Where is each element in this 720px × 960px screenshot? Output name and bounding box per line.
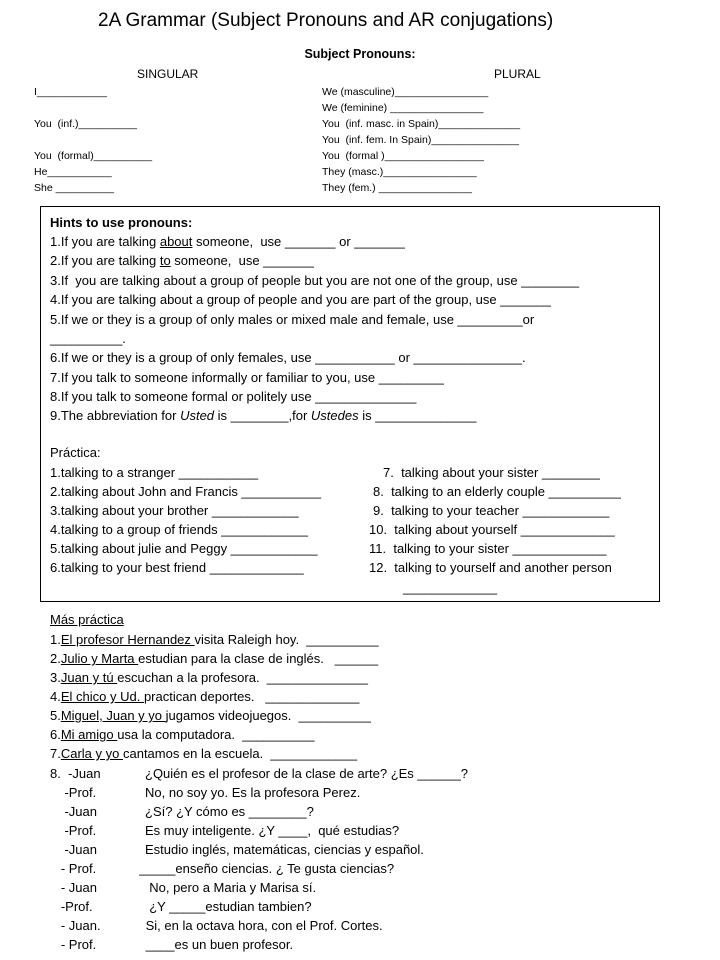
practica-item-10: 10. talking about yourself _____________ bbox=[369, 522, 615, 537]
plural-you-inf-fem: You (inf. fem. In Spain)_______________ bbox=[322, 134, 519, 146]
plural-they-fem: They (fem.) ________________ bbox=[322, 182, 473, 194]
singular-he: He___________ bbox=[34, 166, 112, 178]
hint-5-continued: __________. bbox=[50, 331, 126, 346]
plural-we-fem: We (feminine) ________________ bbox=[322, 102, 484, 114]
hint-3: 3.If you are talking about a group of people but you are not one of the group, use ________ bbox=[50, 273, 580, 288]
singular-she: She __________ bbox=[34, 182, 114, 194]
hint-7: 7.If you talk to someone informally or familiar to you, use _________ bbox=[50, 370, 444, 385]
hint-2: 2.If you are talking to someone, use _______ bbox=[50, 253, 314, 268]
dialogue-line: - Prof. ____es un buen profesor. bbox=[50, 937, 294, 952]
dialogue-line: -Prof. Es muy inteligente. ¿Y ____, qué estudias? bbox=[50, 823, 400, 838]
hint-9: 9.The abbreviation for Usted is ________,for Ustedes is ______________ bbox=[50, 408, 477, 423]
practica-item-7: 7. talking about your sister ________ bbox=[383, 465, 600, 480]
singular-you-inf: You (inf.)__________ bbox=[34, 118, 137, 130]
hint-6: 6.If we or they is a group of only females, use ___________ or _______________. bbox=[50, 350, 526, 365]
plural-you-inf-masc: You (inf. masc. in Spain)______________ bbox=[322, 118, 521, 130]
plural-we-masc: We (masculine)________________ bbox=[322, 86, 489, 98]
dialogue-line: 8. -Juan ¿Quién es el profesor de la clase de arte? ¿Es ______? bbox=[50, 766, 469, 781]
mas-practica-item-3: 3.Juan y tú escuchan a la profesora. ______________ bbox=[50, 670, 369, 685]
dialogue-line: - Prof. _____enseño ciencias. ¿ Te gusta ciencias? bbox=[50, 861, 395, 876]
dialogue-line: -Juan ¿Sí? ¿Y cómo es ________? bbox=[50, 804, 314, 819]
mas-practica-item-4: 4.El chico y Ud. practican deportes. _____________ bbox=[50, 689, 360, 704]
plural-you-formal: You (formal )_________________ bbox=[322, 150, 484, 162]
singular-i: I____________ bbox=[34, 86, 107, 98]
page-title: 2A Grammar (Subject Pronouns and AR conjugations) bbox=[98, 10, 554, 31]
practica-item-4: 4.talking to a group of friends ____________ bbox=[50, 522, 309, 537]
dialogue-line: - Juan No, pero a Maria y Marisa sí. bbox=[50, 880, 317, 895]
mas-practica-item-5: 5.Miguel, Juan y yo jugamos videojuegos. __________ bbox=[50, 708, 371, 723]
practica-item-6: 6.talking to your best friend _____________ bbox=[50, 560, 304, 575]
hint-5: 5.If we or they is a group of only males or mixed male and female, use _________or bbox=[50, 312, 535, 327]
subject-pronouns-heading: Subject Pronouns: bbox=[304, 47, 416, 61]
hints-heading: Hints to use pronouns: bbox=[50, 215, 193, 230]
hint-4: 4.If you are talking about a group of people and you are part of the group, use _______ bbox=[50, 292, 551, 307]
mas-practica-item-1: 1.El profesor Hernandez visita Raleigh hoy. __________ bbox=[50, 632, 379, 647]
dialogue-line: -Prof. ¿Y _____estudian tambien? bbox=[50, 899, 312, 914]
mas-practica-heading: Más práctica bbox=[50, 612, 124, 627]
practica-item-12-blank: _____________ bbox=[403, 580, 497, 595]
plural-header: PLURAL bbox=[494, 67, 541, 81]
practica-item-5: 5.talking about julie and Peggy ____________ bbox=[50, 541, 318, 556]
singular-you-formal: You (formal)__________ bbox=[34, 150, 153, 162]
practica-item-9: 9. talking to your teacher ____________ bbox=[373, 503, 610, 518]
practica-item-8: 8. talking to an elderly couple __________ bbox=[373, 484, 621, 499]
mas-practica-item-6: 6.Mi amigo usa la computadora. __________ bbox=[50, 727, 315, 742]
practica-item-3: 3.talking about your brother ____________ bbox=[50, 503, 299, 518]
hint-1: 1.If you are talking about someone, use _______ or _______ bbox=[50, 234, 405, 249]
plural-they-masc: They (masc.)________________ bbox=[322, 166, 477, 178]
practica-item-2: 2.talking about John and Francis ___________ bbox=[50, 484, 322, 499]
dialogue-line: -Prof. No, no soy yo. Es la profesora Perez. bbox=[50, 785, 361, 800]
practica-item-12: 12. talking to yourself and another person bbox=[369, 560, 612, 575]
practica-item-1: 1.talking to a stranger ___________ bbox=[50, 465, 259, 480]
practica-item-11: 11. talking to your sister _____________ bbox=[369, 541, 607, 556]
hint-8: 8.If you talk to someone formal or politely use ______________ bbox=[50, 389, 417, 404]
mas-practica-item-2: 2.Julio y Marta estudian para la clase de inglés. ______ bbox=[50, 651, 379, 666]
singular-header: SINGULAR bbox=[137, 67, 199, 81]
dialogue-line: -Juan Estudio inglés, matemáticas, ciencias y español. bbox=[50, 842, 424, 857]
practica-heading: Práctica: bbox=[50, 445, 101, 460]
mas-practica-item-7: 7.Carla y yo cantamos en la escuela. ____________ bbox=[50, 746, 358, 761]
hints-box bbox=[40, 206, 660, 602]
dialogue-line: - Juan. Si, en la octava hora, con el Prof. Cortes. bbox=[50, 918, 383, 933]
